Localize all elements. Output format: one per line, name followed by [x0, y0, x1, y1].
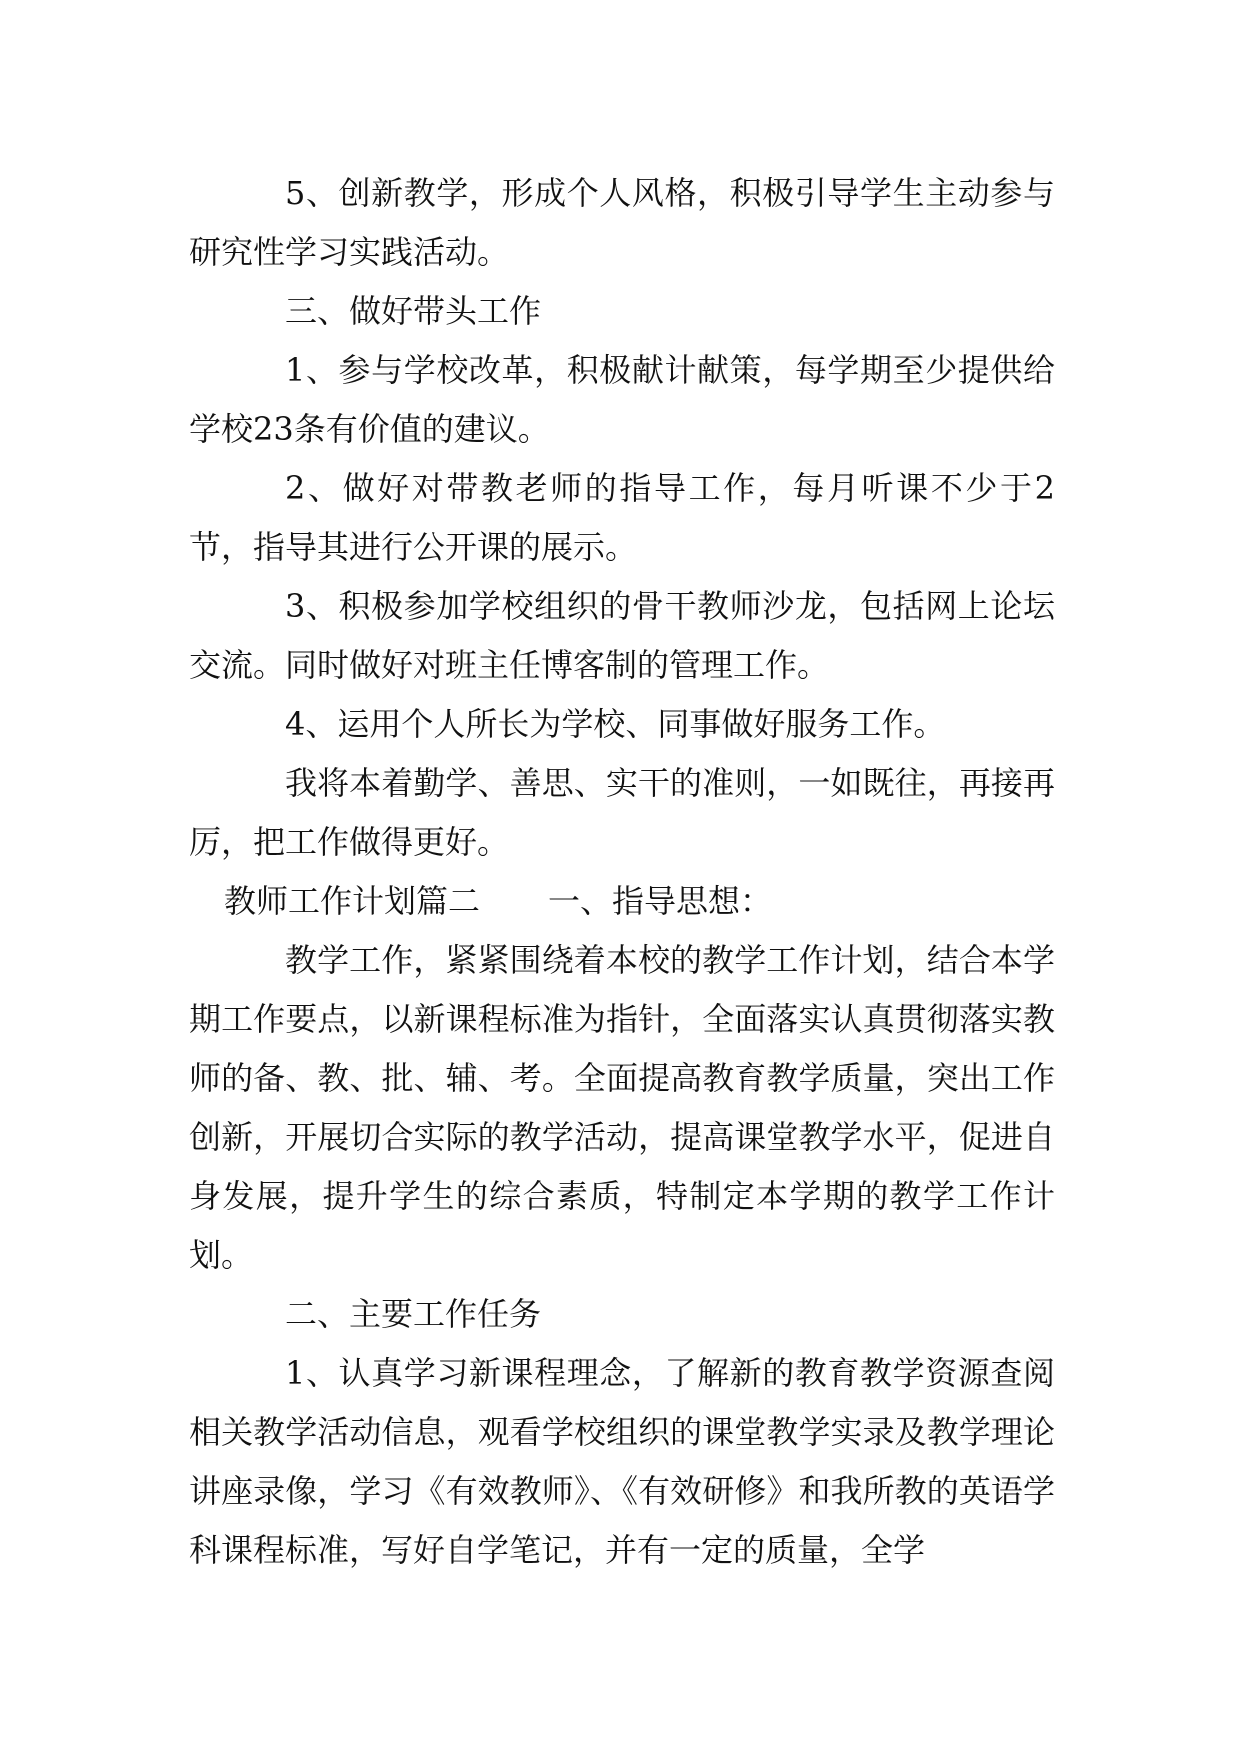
heading-lead-work: 三、做好带头工作 — [285, 292, 542, 330]
paragraph-study-curriculum: 1、认真学习新课程理念，了解新的教育教学资源查阅相关教学活动信息，观看学校组织的课堂教学实录及教学理论讲座录像，学习《有效教师》、《有效研修》和我所教的英语学科课程标准，写好自学笔记，并有一定的质量，全学 — [189, 1354, 1055, 1569]
paragraph-school-reform: 1、参与学校改革，积极献计献策，每学期至少提供给学校23条有价值的建议。 — [189, 351, 1055, 448]
heading-main-tasks: 二、主要工作任务 — [285, 1295, 542, 1333]
section-heading — [189, 872, 1055, 931]
paragraph-guiding-ideas: 教学工作，紧紧围绕着本校的教学工作计划，结合本学期工作要点，以新课程标准为指针，全面落实认真贯彻落实教师的备、教、批、辅、考。全面提高教育教学质量，突出工作创新，开展切合实际的教学活动，提高课堂教学水平，促进自身发展，提升学生的综合素质，特制定本学期的教学工作计划。 — [189, 941, 1055, 1274]
document-body — [189, 164, 1055, 1580]
paragraph-mentoring: 2、做好对带教老师的指导工作，每月听课不少于2节，指导其进行公开课的展示。 — [189, 469, 1055, 566]
section-title: 教师工作计划篇二 — [224, 882, 481, 920]
section-subtitle: 一、指导思想： — [548, 882, 773, 920]
paragraph-closing: 我将本着勤学、善思、实干的准则，一如既往，再接再厉，把工作做得更好。 — [189, 764, 1055, 861]
paragraph-salon: 3、积极参加学校组织的骨干教师沙龙，包括网上论坛交流。同时做好对班主任博客制的管理工作。 — [189, 587, 1055, 684]
paragraph-service: 4、运用个人所长为学校、同事做好服务工作。 — [285, 705, 946, 743]
paragraph-innovation: 5、创新教学，形成个人风格，积极引导学生主动参与研究性学习实践活动。 — [189, 174, 1055, 271]
